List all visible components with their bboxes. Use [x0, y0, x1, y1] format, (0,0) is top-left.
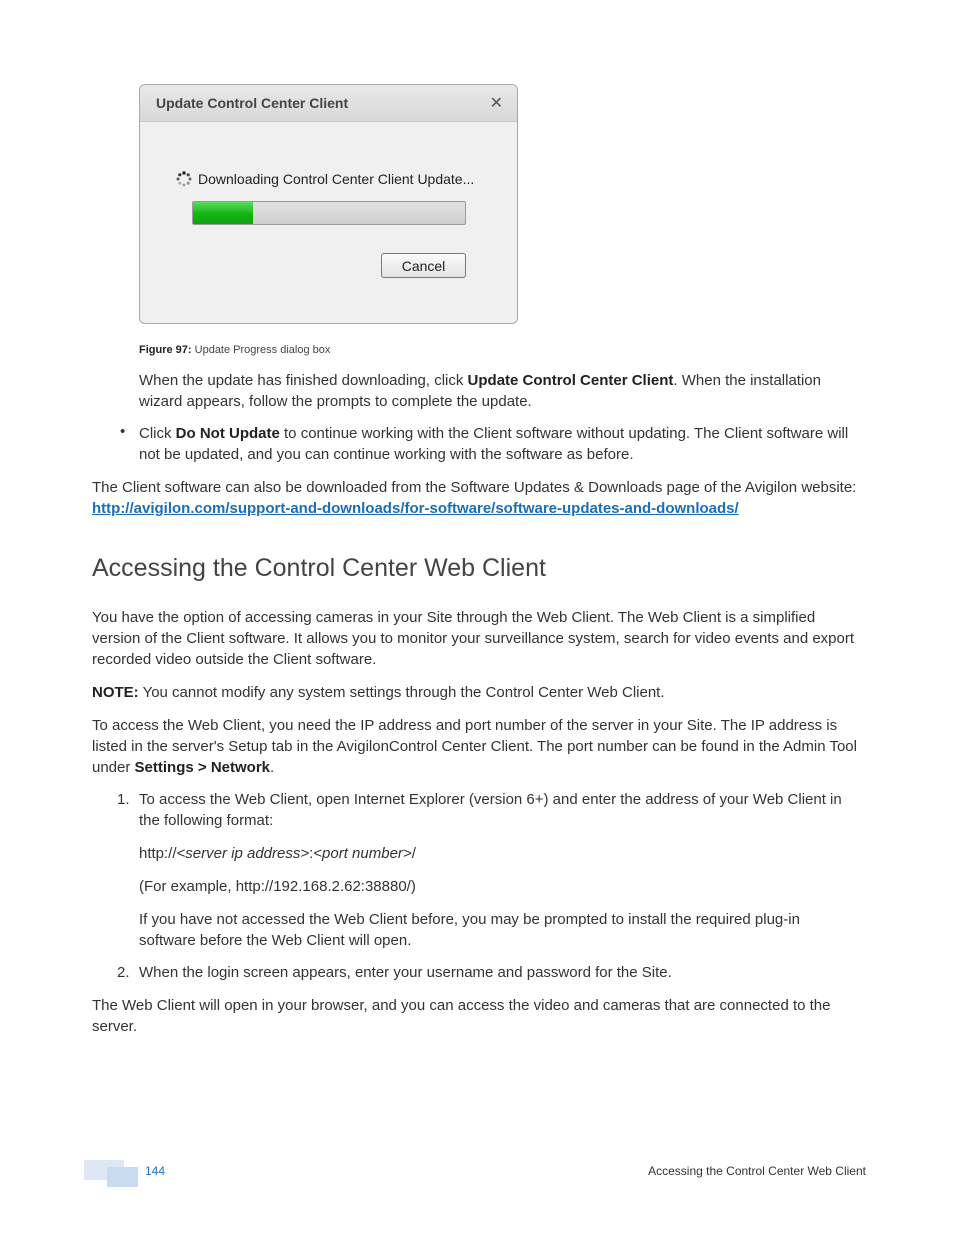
text: The Client software can also be downloaded from the Software Updates & Downloads page of the Avigilon website: — [92, 479, 857, 496]
note-paragraph — [92, 682, 862, 703]
text: http:// — [139, 845, 177, 862]
note-label: NOTE: — [92, 684, 139, 701]
footer-section-title: Accessing the Control Center Web Client — [648, 1164, 866, 1178]
server-ip-placeholder: <server ip address> — [176, 845, 310, 862]
settings-network-label: Settings > Network — [134, 759, 270, 776]
access-requirements-paragraph — [92, 715, 862, 778]
url-format — [139, 843, 416, 864]
update-client-label: Update Control Center Client — [467, 372, 674, 389]
spinner-icon — [176, 171, 192, 187]
plugin-note: If you have not accessed the Web Client before, you may be prompted to install the required plug-in software before the Web Client will open. — [139, 911, 800, 949]
note-text: You cannot modify any system settings through the Control Center Web Client. — [138, 684, 665, 701]
text: Click — [139, 425, 176, 442]
update-finished-paragraph — [139, 370, 859, 412]
text: : — [309, 845, 314, 862]
figure-caption-text: Update Progress dialog box — [191, 344, 331, 356]
bullet: • — [120, 423, 126, 440]
text: To access the Web Client, you need the IP address and port number of the server in your Site. The IP address is listed in the server's Setup tab in the AvigilonControl Center Client. The port number can be found in the Admin Tool under — [92, 717, 857, 776]
update-dialog — [139, 84, 518, 324]
software-updates-link[interactable]: http://avigilon.com/support-and-downloads/for-software/software-updates-and-downloads/ — [92, 500, 739, 517]
step-1-text: To access the Web Client, open Internet Explorer (version 6+) and enter the address of your Web Client in the following format: — [139, 791, 842, 829]
text: . When the installation wizard appears, follow the prompts to complete the update. — [139, 372, 821, 410]
download-status-text: Downloading Control Center Client Update... — [198, 171, 475, 187]
progress-fill — [193, 202, 253, 224]
figure-label: Figure 97: — [139, 344, 192, 356]
step-2-text: When the login screen appears, enter your username and password for the Site. — [139, 964, 672, 981]
figure-caption — [139, 344, 330, 356]
dialog-title: Update Control Center Client — [156, 95, 349, 111]
port-number-placeholder: <port number> — [313, 845, 412, 862]
footer-decoration — [107, 1167, 138, 1187]
do-not-update-bullet — [139, 423, 859, 465]
text: . — [270, 759, 275, 776]
step-number: 2. — [117, 964, 130, 981]
closing-paragraph: The Web Client will open in your browser, and you can access the video and cameras that are connected to the server. — [92, 997, 831, 1035]
section-heading: Accessing the Control Center Web Client — [92, 554, 546, 582]
download-status — [176, 171, 474, 187]
do-not-update-label: Do Not Update — [175, 425, 280, 442]
url-example: (For example, http://192.168.2.62:38880/) — [139, 878, 416, 895]
dialog-title-bar — [140, 85, 517, 122]
download-progress-bar — [192, 201, 466, 225]
step-number: 1. — [117, 791, 130, 808]
text: When the update has finished downloading, click — [139, 372, 468, 389]
download-paragraph — [92, 477, 862, 519]
text: / — [411, 845, 416, 862]
close-icon[interactable]: ✕ — [489, 95, 503, 112]
cancel-button[interactable]: Cancel — [381, 253, 466, 278]
text: to continue working with the Client software without updating. The Client software will not be updated, and you can continue working with the software as before. — [139, 425, 849, 463]
web-client-intro: You have the option of accessing cameras in your Site through the Web Client. The Web Client is a simplified version of the Client software. It allows you to monitor your surveillance system, search for video events and export recorded video outside the Client software. — [92, 609, 855, 668]
page-number: 144 — [145, 1164, 166, 1178]
